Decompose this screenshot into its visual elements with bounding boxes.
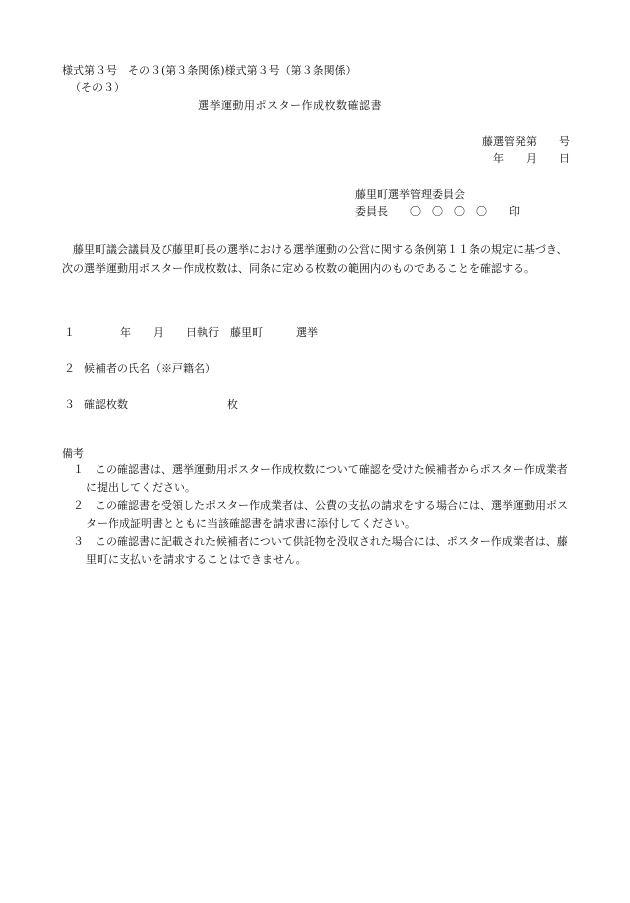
- issue-number: 藤選管発第 号: [482, 135, 570, 148]
- committee-name: 藤里町選挙管理委員会: [355, 188, 465, 201]
- item-number: ３: [64, 398, 75, 411]
- remarks-heading: 備考: [62, 447, 84, 460]
- note-number: ３: [73, 535, 84, 548]
- remark-note: [62, 533, 572, 569]
- issue-date: 年 月 日: [493, 152, 570, 165]
- note-number: ２: [73, 499, 84, 512]
- remarks-notes: [62, 461, 572, 569]
- body-paragraph: 藤里町議会議員及び藤里町長の選挙における選挙運動の公営に関する条例第１１条の規定に基づき、次の選挙運動用ポスター作成枚数は、同条に定める枚数の範囲内のものであることを確認する。: [62, 243, 568, 275]
- note-text: この確認書は、選挙運動用ポスター作成枚数について確認を受けた候補者からポスター作成業者に提出してください。: [86, 463, 568, 494]
- item-text: 確認枚数 枚: [84, 398, 238, 411]
- item-3: [64, 397, 238, 414]
- form-label: 様式第３号 その３(第３条関係)様式第３号（第３条関係）: [62, 64, 357, 77]
- remark-note: [62, 497, 572, 533]
- item-number: １: [64, 326, 75, 339]
- item-text: 候補者の氏名（※戸籍名）: [84, 362, 216, 375]
- item-2: [64, 361, 216, 378]
- form-sub-label: （その３）: [70, 81, 125, 94]
- document-title: 選挙運動用ポスター作成枚数確認書: [198, 99, 382, 112]
- item-number: ２: [64, 362, 75, 375]
- item-1: [64, 325, 318, 342]
- committee-chair: 委員長 〇 〇 〇 〇 印: [355, 205, 520, 218]
- note-number: １: [73, 463, 84, 476]
- remark-note: [62, 461, 572, 497]
- note-text: この確認書を受領したポスター作成業者は、公費の支払の請求をする場合には、選挙運動用ポスター作成証明書とともに当該確認書を請求書に添付してください。: [86, 499, 568, 530]
- note-text: この確認書に記載された候補者について供託物を没収された場合には、ポスター作成業者は、藤里町に支払いを請求することはできません。: [86, 535, 568, 566]
- item-text: 年 月 日執行 藤里町 選挙: [120, 326, 318, 339]
